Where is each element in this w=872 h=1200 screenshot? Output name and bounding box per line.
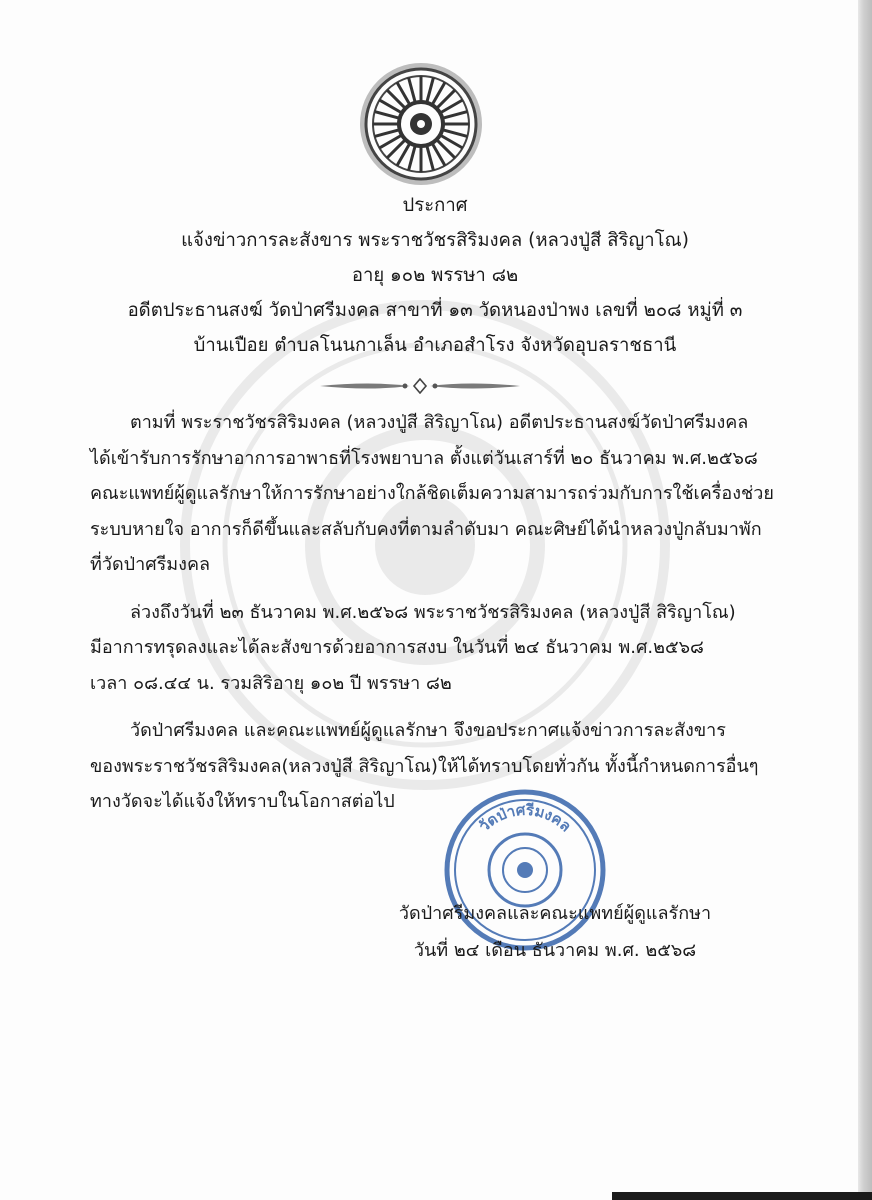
paragraph-1-line: ตามที่ พระราชวัชรสิริมงคล (หลวงปู่สี สิริญาโณ) อดีตประธานสงฆ์วัดป่าศรีมงคล [130, 412, 749, 433]
announcement-subtitle: แจ้งข่าวการละสังขาร พระราชวัชรสิริมงคล (หลวงปู่สี สิริญาโณ) [181, 230, 689, 251]
paragraph-spacer [90, 583, 780, 595]
paragraph-1-line: ได้เข้ารับการรักษาอาการอาพาธที่โรงพยาบาล ตั้งแต่วันเสาร์ที่ ๒๐ ธันวาคม พ.ศ.๒๕๖๘ [90, 447, 758, 469]
dharma-wheel-icon [357, 60, 485, 188]
paragraph-spacer [90, 701, 780, 713]
svg-text:วัดป่าศรีมงคล [475, 801, 575, 836]
paragraph-3-line: ทางวัดจะได้แจ้งให้ทราบในโอกาสต่อไป [90, 791, 395, 812]
paragraph-2-line: มีอาการทรุดลงและได้ละสังขารด้วยอาการสงบ ในวันที่ ๒๔ ธันวาคม พ.ศ.๒๕๖๘ [90, 637, 704, 658]
signature-issuer: วัดป่าศรีมงคลและคณะแพทย์ผู้ดูแลรักษา [398, 903, 712, 924]
position-line: อดีตประธานสงฆ์ วัดป่าศรีมงคล สาขาที่ ๑๓ วัดหนองป่าพง เลขที่ ๒๐๘ หมู่ที่ ๓ [127, 300, 743, 321]
stamp-text: วัดป่าศรีมงคล [475, 800, 575, 836]
address-line: บ้านเปือย ตำบลโนนกาเล็น อำเภอสำโรง จังหวัดอุบลราชธานี [193, 335, 677, 356]
paragraph-1-line: ที่วัดป่าศรีมงคล [90, 554, 211, 575]
ornament-divider-icon [300, 378, 540, 394]
paragraph-3-line: ของพระราชวัชรสิริมงคล(หลวงปู่สี สิริญาโณ)ให้ได้ทราบโดยทั่วกัน ทั้งนี้กำหนดการอื่นๆ [90, 755, 759, 777]
paragraph-1-line: ระบบหายใจ อาการก็ดีขึ้นและสลับกับคงที่ตามลำดับมา คณะศิษย์ได้นำหลวงปู่กลับมาพัก [90, 518, 762, 540]
announcement-heading [100, 188, 770, 363]
announcement-body [90, 405, 780, 820]
age-line: อายุ ๑๐๒ พรรษา ๘๒ [351, 265, 519, 286]
paragraph-1-line: คณะแพทย์ผู้ดูแลรักษาให้การรักษาอย่างใกล้ชิดเต็มความสามารถร่วมกับการใช้เครื่องช่วย [90, 483, 774, 504]
signature-date: วันที่ ๒๔ เดือน ธันวาคม พ.ศ. ๒๕๖๘ [413, 940, 697, 961]
scan-edge-mark [612, 1192, 872, 1200]
signature-block [355, 895, 755, 969]
page-edge-shadow [858, 0, 872, 1200]
announcement-title: ประกาศ [402, 195, 468, 216]
paragraph-3-line: วัดป่าศรีมงคล และคณะแพทย์ผู้ดูแลรักษา จึงขอประกาศแจ้งข่าวการละสังขาร [130, 720, 726, 741]
paragraph-2-line: เวลา ๐๘.๔๔ น. รวมสิริอายุ ๑๐๒ ปี พรรษา ๘๒ [90, 672, 452, 694]
paragraph-2-line: ล่วงถึงวันที่ ๒๓ ธันวาคม พ.ศ.๒๕๖๘ พระราชวัชรสิริมงคล (หลวงปู่สี สิริญาโณ) [130, 601, 736, 623]
